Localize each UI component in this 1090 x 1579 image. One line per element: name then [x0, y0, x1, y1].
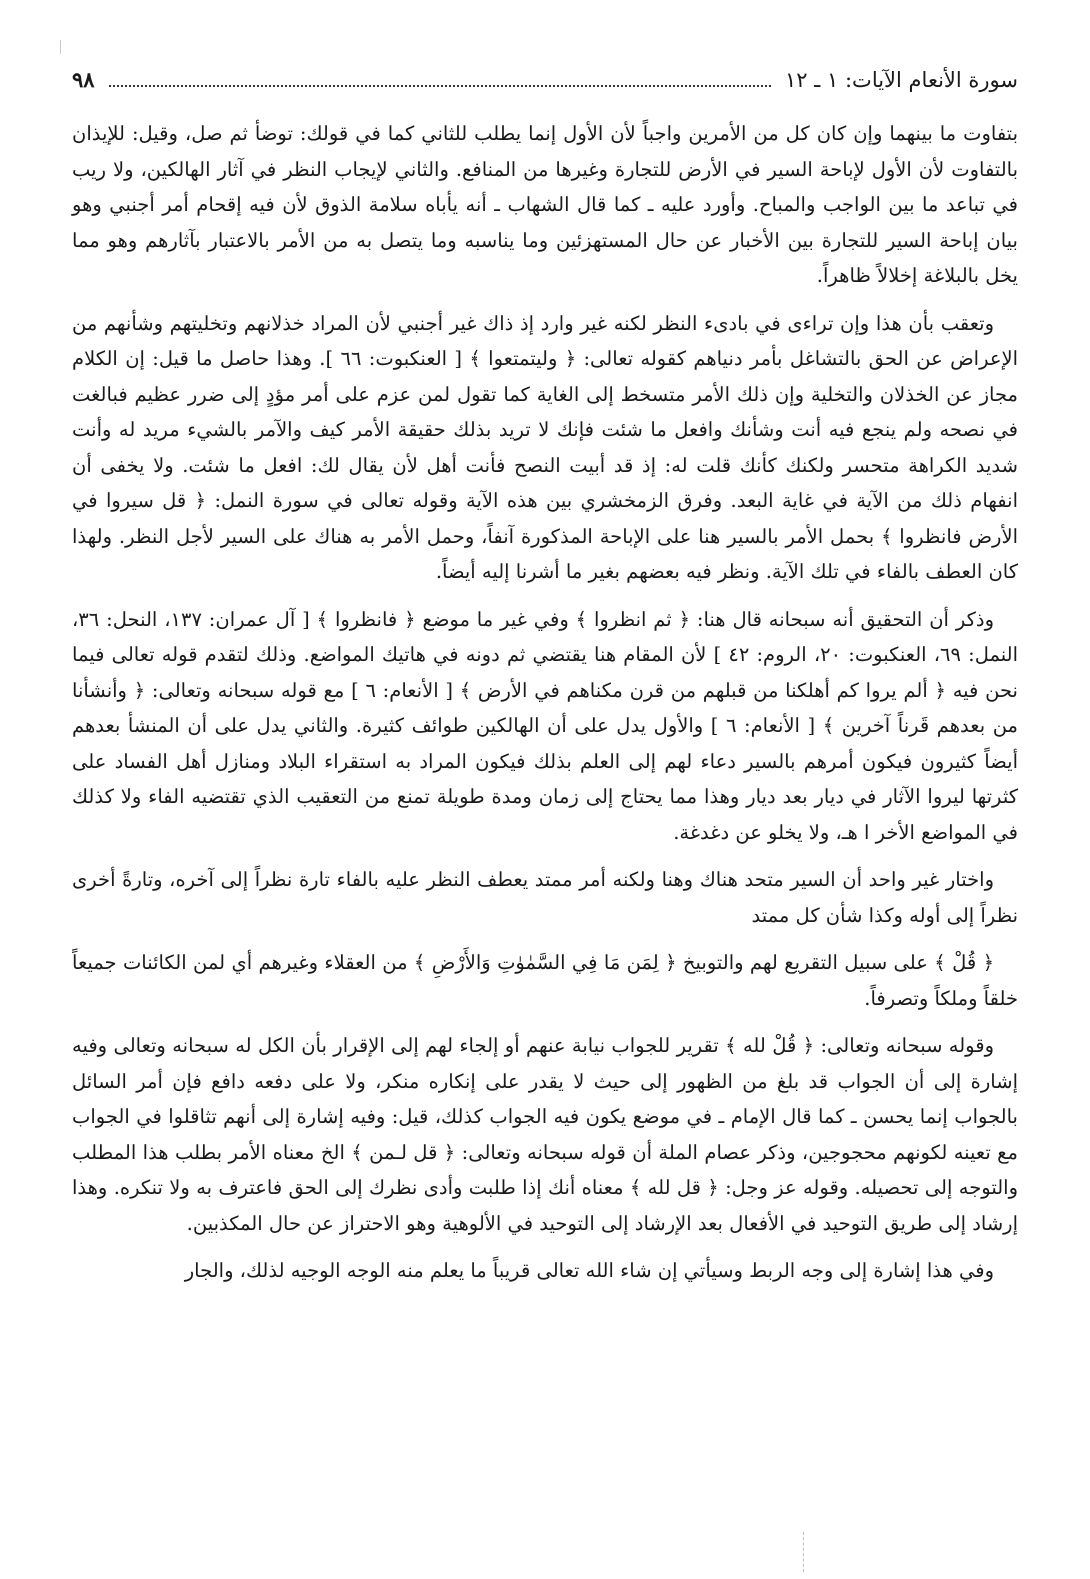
header-dot-leader [109, 85, 771, 87]
book-page [72, 60, 1018, 1301]
paragraph-1: بتفاوت ما بينهما وإن كان كل من الأمرين واجباً لأن الأول إنما يطلب للثاني كما في قولك: توضأ ثم صل، وقيل: للإيذان بالتفاوت لأن الأول لإباحة السير في الأرض للتجارة وغيرها من المنافع. والثاني لإيجاب النظر في آثار الهالكين، ولا ريب في تباعد ما بين الواجب والمباح. وأورد عليه ـ كما قال الشهاب ـ أنه يأباه سلامة الذوق لأن فيه إقحام أمر أجنبي وهو بيان إباحة السير للتجارة بين الأخبار عن حال المستهزئين وما يناسبه وما يتصل به من الأمر بالاعتبار بآثارهم وهو مما يخل بالبلاغة إخلالاً ظاهراً. [72, 122, 1018, 287]
paragraph-4: واختار غير واحد أن السير متحد هناك وهنا ولكنه أمر ممتد يعطف النظر عليه بالفاء تارة نظراً إلى آخره، وتارةً أخرى نظراً إلى أوله وكذا شأن كل ممتد [72, 868, 1018, 927]
paragraph-7: وفي هذا إشارة إلى وجه الربط وسيأتي إن شاء الله تعالى قريباً ما يعلم منه الوجه الوجيه لذلك، والجار [184, 1259, 994, 1282]
surah-title: سورة الأنعام الآيات: ١ ـ ١٢ [784, 68, 1018, 92]
running-header [72, 60, 1018, 100]
paragraph-2: وتعقب بأن هذا وإن تراءى في بادىء النظر لكنه غير وارد إذ ذاك غير أجنبي لأن المراد خذلانهم وتخليتهم وشأنهم من الإعراض عن الحق بالتشاغل بأمر دنياهم كقوله تعالى: ﴿ وليتمتعوا ﴾ [ العنكبوت: ٦٦ ]. وهذا حاصل ما قيل: إن الكلام مجاز عن الخذلان والتخلية وإن ذلك الأمر متسخط إلى الغاية كما تقول لمن عزم على أمر مؤدٍ إلى ضرر عظيم فبالغت في نصحه ولم ينجع فيه أنت وشأنك وافعل ما شئت فإنك لا تريد بذلك حقيقة الأمر كيف والآمر بالشيء مريد له وأنت شديد الكراهة متحسر ولكنك كأنك قلت له: إذ قد أبيت النصح فأنت أهل لأن يقال لك: افعل ما شئت. ولا يخفى أن انفهام ذلك من الآية في غاية البعد. وفرق الزمخشري بين هذه الآية وقوله تعالى في سورة النمل: ﴿ قل سيروا في الأرض فانظروا ﴾ بحمل الأمر بالسير هنا على الإباحة المذكورة آنفاً، وحمل الأمر به هناك على السير لأجل النظر. ولهذا كان العطف بالفاء في تلك الآية. ونظر فيه بعضهم بغير ما أشرنا إليه أيضاً. [72, 311, 1018, 583]
margin-scan-mark [60, 40, 61, 54]
paragraph-3: وذكر أن التحقيق أنه سبحانه قال هنا: ﴿ ثم انظروا ﴾ وفي غير ما موضع ﴿ فانظروا ﴾ [ آل عمران: ١٣٧، النحل: ٣٦، النمل: ٦٩، العنكبوت: ٢٠، الروم: ٤٢ ] لأن المقام هنا يقتضي ثم دونه في هاتيك المواضع. وذلك لتقدم قوله تعالى فيما نحن فيه ﴿ ألم يروا كم أهلكنا من قبلهم من قرن مكناهم في الأرض ﴾ [ الأنعام: ٦ ] مع قوله سبحانه وتعالى: ﴿ وأنشأنا من بعدهم قَرناً آخرين ﴾ [ الأنعام: ٦ ] والأول يدل على أن الهالكين طوائف كثيرة. والثاني يدل على أن المنشأ بعدهم أيضاً كثيرون فيكون أمرهم بالسير دعاء لهم إلى العلم بذلك فيكون المراد به استقراء البلاد ومنازل أهل الفساد على كثرتها ليروا الآثار في ديار بعد ديار وهذا مما يحتاج إلى زمان ومدة طويلة تمنع من التعقيب الذي تقتضيه الفاء ولا كذلك في المواضع الأخر ا هـ، ولا يخلو عن دغدغة. [72, 607, 1018, 844]
paragraph-5: ﴿ قُلْ ﴾ على سبيل التقريع لهم والتوبيخ ﴿ لِمَن مَا فِي السَّمٰوٰتِ وَالأَرْضِ ﴾ من العقلاء وغيرهم أي لمن الكائنات جميعاً خلقاً وملكاً وتصرفاً. [72, 951, 1018, 1010]
page-number: ٩٨ [72, 67, 95, 92]
body-text [72, 116, 1018, 1289]
paragraph-6: وقوله سبحانه وتعالى: ﴿ قُلْ لله ﴾ تقرير للجواب نيابة عنهم أو إلجاء لهم إلى الإقرار بأن الكل له سبحانه وتعالى وفيه إشارة إلى أن الجواب قد بلغ من الظهور إلى حيث لا يقدر على إنكاره منكر، ولا على دفعه دافع فإن أمر السائل بالجواب إنما يحسن ـ كما قال الإمام ـ في موضع يكون فيه الجواب كذلك، قيل: وفيه إشارة إلى أنهم تثاقلوا في الجواب مع تعينه لكونهم محجوجين، وذكر عصام الملة أن قوله سبحانه وتعالى: ﴿ قل لـمن ﴾ الخ معناه الأمر بطلب هذا المطلب والتوجه إلى تحصيله. وقوله عز وجل: ﴿ قل لله ﴾ معناه أنك إذا طلبت وأدى نظرك إلى الحق فاعترف به ولا تنكره. وهذا إرشاد إلى طريق التوحيد في الأفعال بعد الإرشاد إلى التوحيد في الألوهية وهو الاحتراز عن حال المكذبين. [72, 1034, 1018, 1235]
gutter-scan-mark [803, 1532, 805, 1572]
